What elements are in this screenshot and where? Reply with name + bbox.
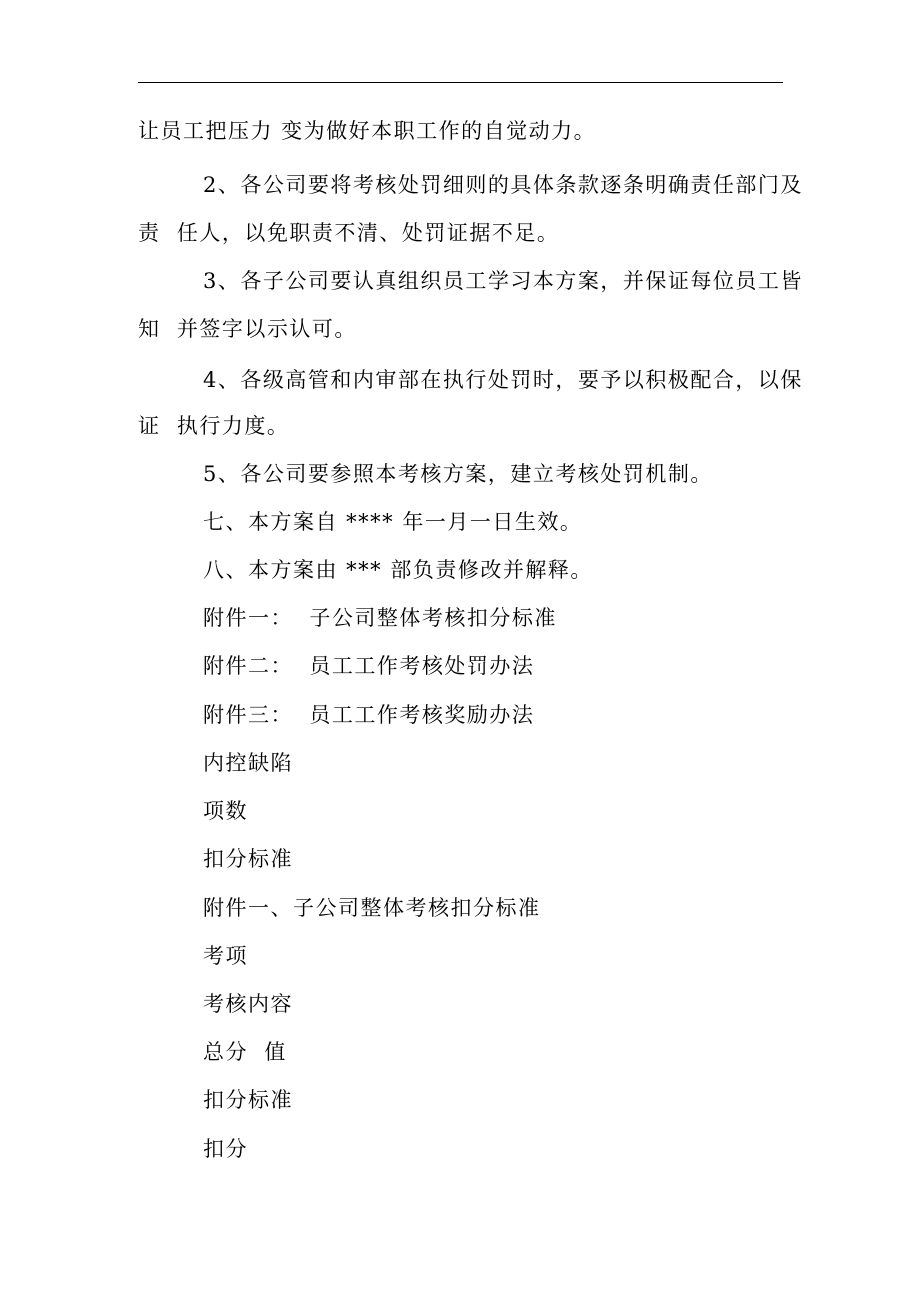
attachment-line: 附件二： 员工工作考核处罚办法 — [203, 654, 535, 678]
paragraph-line: 七、本方案自 **** 年一月一日生效。 — [203, 510, 583, 534]
attachment-line: 附件一： 子公司整体考核扣分标准 — [203, 606, 557, 630]
table-text-line: 扣分 — [203, 1137, 248, 1161]
table-text-line: 考核内容 — [203, 992, 293, 1016]
paragraph-line: 八、本方案由 *** 部负责修改并解释。 — [203, 558, 593, 582]
paragraph-line: 2、各公司要将考核处罚细则的具体条款逐条明确责任部门及 — [203, 173, 803, 197]
paragraph-line: 责 任人，以免职责不清、处罚证据不足。 — [138, 221, 560, 245]
table-text-line: 总分 值 — [203, 1040, 287, 1064]
paragraph-line: 4、各级高管和内审部在执行处罚时，要予以积极配合，以保 — [203, 368, 803, 392]
table-text-line: 附件一、子公司整体考核扣分标准 — [203, 896, 541, 920]
table-text-line: 项数 — [203, 799, 248, 823]
table-text-line: 考项 — [203, 944, 248, 968]
table-text-line: 扣分标准 — [203, 1088, 293, 1112]
paragraph-line: 5、各公司要参照本考核方案，建立考核处罚机制。 — [203, 462, 713, 486]
paragraph-line: 让员工把压力 变为做好本职工作的自觉动力。 — [138, 119, 597, 143]
attachment-line: 附件三： 员工工作考核奖励办法 — [203, 703, 535, 727]
header-rule — [138, 82, 783, 83]
paragraph-line: 证 执行力度。 — [138, 414, 290, 438]
paragraph-line: 3、各子公司要认真组织员工学习本方案，并保证每位员工皆 — [203, 269, 803, 293]
table-text-line: 扣分标准 — [203, 847, 293, 871]
paragraph-line: 知 并签字以示认可。 — [138, 317, 357, 341]
table-text-line: 内控缺陷 — [203, 751, 293, 775]
